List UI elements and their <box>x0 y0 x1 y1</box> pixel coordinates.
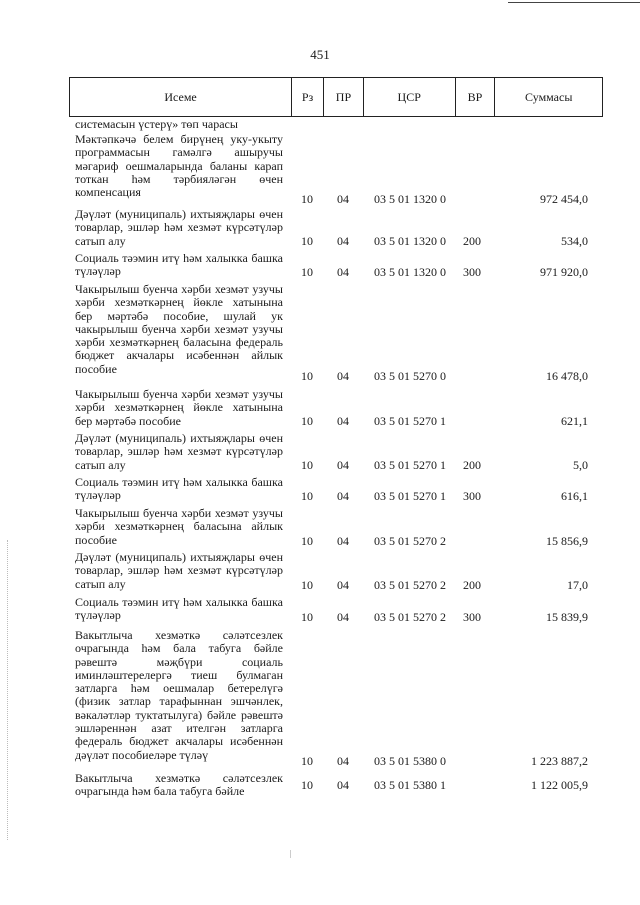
top-edge-rule <box>508 2 640 3</box>
header-vr: ВР <box>455 78 495 116</box>
table-row <box>72 629 596 768</box>
row-vr: 200 <box>463 577 481 592</box>
row-csr: 03 5 01 5270 2 <box>374 577 446 592</box>
scan-artifact-mark <box>290 850 291 858</box>
row-name: системасын үстерү» төп чарасы <box>75 117 238 131</box>
row-rz: 10 <box>301 457 313 472</box>
row-sum: 15 839,9 <box>546 609 588 624</box>
row-sum: 1 122 005,9 <box>531 777 588 792</box>
table-row <box>72 118 596 131</box>
row-vr: 200 <box>463 457 481 472</box>
row-vr: 200 <box>463 233 481 248</box>
row-rz: 10 <box>301 777 313 792</box>
row-pr: 04 <box>337 191 349 206</box>
row-name: Мәктәпкәчә белем бирүнең уку-укыту программасын гамәлгә ашыручы мәгариф оешмаларында баланы карап тоткан һәм тәрбияләгән өчен компенсация <box>75 132 283 200</box>
row-rz: 10 <box>301 233 313 248</box>
row-name: Социаль тәэмин итү һәм халыкка башка түләүләр <box>75 595 283 623</box>
row-name: Социаль тәэмин итү һәм халыкка башка түләүләр <box>75 475 283 503</box>
row-name: Дәүләт (муниципаль) ихтыяҗлары өчен товарлар, эшләр һәм хезмәт күрсәтүләр сатып алу <box>75 550 283 591</box>
row-name: Чакырылыш буенча хәрби хезмәт узучы хәрби хезмәткәрнең йөкле хатынына бер мәртәбә пособие <box>75 387 283 428</box>
row-sum: 621,1 <box>561 413 588 428</box>
row-csr: 03 5 01 5270 1 <box>374 457 446 472</box>
row-csr: 03 5 01 5270 1 <box>374 413 446 428</box>
row-sum: 971 920,0 <box>540 264 588 279</box>
header-rz: Рз <box>291 78 323 116</box>
header-name: Исеме <box>164 89 197 104</box>
row-pr: 04 <box>337 413 349 428</box>
row-csr: 03 5 01 5380 1 <box>374 777 446 792</box>
row-csr: 03 5 01 1320 0 <box>374 191 446 206</box>
row-csr: 03 5 01 5270 1 <box>374 488 446 503</box>
row-name: Чакырылыш буенча хәрби хезмәт узучы хәрби хезмәткәрнең йөкле хатынына бер мәртәбә пособие, шулай ук чакырылыш буенча хәрби хезмәт узучы хәрби хезмәткәрнең баласына федераль бюджет акчалары исәбеннән айлык пособие <box>75 282 283 376</box>
page-number: 451 <box>310 47 330 62</box>
row-pr: 04 <box>337 264 349 279</box>
row-name: Дәүләт (муниципаль) ихтыяҗлары өчен товарлар, эшләр һәм хезмәт күрсәтүләр сатып алу <box>75 207 283 248</box>
row-rz: 10 <box>301 753 313 768</box>
row-name: Вакытлыча хезмәткә сәләтсезлек очрагында һәм бала табуга бәйле <box>75 771 283 799</box>
row-rz: 10 <box>301 533 313 548</box>
binding-margin-marks <box>7 540 8 840</box>
row-sum: 5,0 <box>573 457 588 472</box>
row-vr: 300 <box>463 609 481 624</box>
row-rz: 10 <box>301 264 313 279</box>
row-csr: 03 5 01 5380 0 <box>374 753 446 768</box>
row-csr: 03 5 01 5270 2 <box>374 609 446 624</box>
table-row <box>72 208 596 248</box>
row-name: Чакырылыш буенча хәрби хезмәт узучы хәрби хезмәткәрнең баласына айлык пособие <box>75 506 283 547</box>
row-pr: 04 <box>337 753 349 768</box>
row-pr: 04 <box>337 233 349 248</box>
row-sum: 534,0 <box>561 233 588 248</box>
row-pr: 04 <box>337 457 349 472</box>
row-rz: 10 <box>301 488 313 503</box>
table-row <box>72 432 596 472</box>
row-rz: 10 <box>301 191 313 206</box>
row-pr: 04 <box>337 533 349 548</box>
row-csr: 03 5 01 5270 2 <box>374 533 446 548</box>
table-row <box>72 388 596 428</box>
row-rz: 10 <box>301 609 313 624</box>
table-row <box>72 252 596 279</box>
table-row <box>72 283 596 383</box>
row-rz: 10 <box>301 413 313 428</box>
row-vr: 300 <box>463 264 481 279</box>
header-csr: ЦСР <box>363 78 455 116</box>
row-csr: 03 5 01 1320 0 <box>374 233 446 248</box>
row-pr: 04 <box>337 609 349 624</box>
row-sum: 17,0 <box>567 577 588 592</box>
row-sum: 616,1 <box>561 488 588 503</box>
row-rz: 10 <box>301 577 313 592</box>
table-row <box>72 507 596 548</box>
row-rz: 10 <box>301 368 313 383</box>
header-sum: Суммасы <box>494 78 602 116</box>
row-pr: 04 <box>337 488 349 503</box>
row-pr: 04 <box>337 777 349 792</box>
table-row <box>72 551 596 592</box>
row-pr: 04 <box>337 368 349 383</box>
row-sum: 972 454,0 <box>540 191 588 206</box>
row-csr: 03 5 01 1320 0 <box>374 264 446 279</box>
row-sum: 15 856,9 <box>546 533 588 548</box>
row-sum: 1 223 887,2 <box>531 753 588 768</box>
table-row <box>72 476 596 503</box>
table-row <box>72 596 596 624</box>
row-csr: 03 5 01 5270 0 <box>374 368 446 383</box>
row-pr: 04 <box>337 577 349 592</box>
table-row <box>72 133 596 206</box>
row-sum: 16 478,0 <box>546 368 588 383</box>
header-pr: ПР <box>323 78 363 116</box>
table-row <box>72 772 596 798</box>
row-vr: 300 <box>463 488 481 503</box>
table-header <box>69 77 603 117</box>
row-name: Социаль тәэмин итү һәм халыкка башка түләүләр <box>75 251 283 279</box>
row-name: Вакытлыча хезмәткә сәләтсезлек очрагында һәм бала табуга бәйле рәвештә мәҗбүри социаль иминләштерелергә тиеш булмаган затларга һәм оешмалар бетерелүгә (физик затлар тарафыннан эшчәнлек, вәкаләтләр туктатылуга) бәйле рәвештә эшләреннән азат ителгән затларга федераль бюджет акчалары исәбеннән дәүләт пособиеләре түләү <box>75 628 283 762</box>
row-name: Дәүләт (муниципаль) ихтыяҗлары өчен товарлар, эшләр һәм хезмәт күрсәтүләр сатып алу <box>75 431 283 472</box>
